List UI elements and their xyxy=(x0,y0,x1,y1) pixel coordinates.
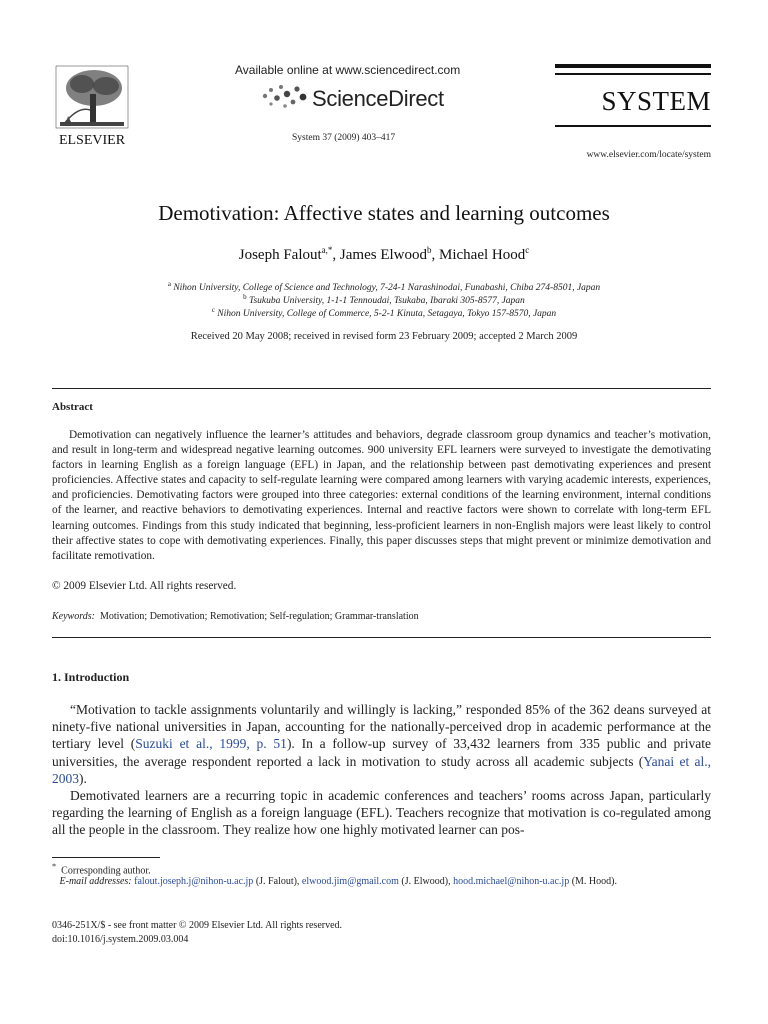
author-affiliation-mark[interactable]: c xyxy=(525,245,530,255)
author-affiliation-mark[interactable]: b xyxy=(427,245,432,255)
paper-title: Demotivation: Affective states and learning outcomes xyxy=(158,201,610,225)
affiliation: $^b$ Tsukuba University, 1-1-1 Tennoudai, Tsukaba, Ibaraki 305-8577, Japan xyxy=(243,293,525,307)
received-dates: Received 20 May 2008; received in revised form 23 February 2009; accepted 2 March 2009 xyxy=(190,331,578,342)
section-heading: 1. Introduction xyxy=(52,670,130,684)
footnote-emails: E-mail addresses: falout.joseph.j@nihon-u.ac.jp (J. Falout), elwood.jim@gmail.com (J. Elwood), hood.michael@nihon-u.ac.jp (M. Hood). xyxy=(59,876,617,887)
journal-reference: System 37 (2009) 403–417 xyxy=(292,133,396,143)
paragraph: Demotivated learners are a recurring topic in academic conferences and teachers’ rooms across Japan, particularly regarding the learning of English as a foreign language (EFL). Teachers recognize that motivation is co-regulated among all the people in the classroom. They realize how one highly motivated learner can pos- xyxy=(52,788,711,838)
issn-line: 0346-251X/$ - see front matter © 2009 Elsevier Ltd. All rights reserved. xyxy=(52,920,343,931)
journal-title: SYSTEM xyxy=(601,86,711,116)
keywords xyxy=(52,611,419,622)
available-online-text: Available online at www.sciencedirect.com xyxy=(235,63,461,77)
sciencedirect-dots-icon xyxy=(257,82,309,110)
keywords-label: Keywords: xyxy=(52,611,95,622)
publisher-name: ELSEVIER xyxy=(58,133,126,148)
introduction-text xyxy=(52,701,711,839)
footnote-corresponding: * Corresponding author. xyxy=(52,862,151,877)
divider xyxy=(52,388,711,389)
journal-rule xyxy=(555,64,711,68)
paragraph: “Motivation to tackle assignments voluntarily and willingly is lacking,” responded 85% of the 362 deans surveyed at ninety-five national universities in Japan, accounting for the nationally-perceived drop in academic performance at the tertiary level (Suzuki et al., 1999, p. 51). In a follow-up survey of 33,432 learners from 335 public and private universities, the average respondent reported a lack in motivation to study across all academic subjects (Yanai et al., 2003). xyxy=(52,702,711,786)
keywords-list: Motivation; Demotivation; Remotivation; Self-regulation; Grammar-translation xyxy=(99,611,419,622)
journal-rule xyxy=(555,73,711,75)
elsevier-logo xyxy=(52,64,132,148)
author-name: Joseph Falout xyxy=(238,247,322,263)
sciencedirect-logo-text: ScienceDirect xyxy=(312,86,444,111)
journal-rule xyxy=(555,125,711,127)
author-affiliation-mark[interactable]: a,* xyxy=(321,245,333,255)
author-name: Michael Hood xyxy=(439,247,526,263)
affiliation: $^a$ Nihon University, College of Science and Technology, 7-24-1 Narashinodai, Funabashi, Chiba 274-8501, Japan xyxy=(167,280,601,294)
citation-link[interactable]: Suzuki et al., 1999, p. 51 xyxy=(135,736,287,752)
author-list: Joseph Falout$^{a,*}$, James Elwood$^b$, Michael Hood$^c$ xyxy=(238,245,530,263)
affiliation: $^c$ Nihon University, College of Commerce, 5-2-1 Kinuta, Setagaya, Tokyo 157-8570, Japan xyxy=(211,306,557,320)
doi-link[interactable]: doi:10.1016/j.system.2009.03.004 xyxy=(52,934,189,945)
divider xyxy=(52,637,711,638)
citation-link[interactable]: Yanai et al., 2003 xyxy=(52,753,711,786)
abstract-heading: Abstract xyxy=(52,401,93,413)
abstract-text: Demotivation can negatively influence the learner’s attitudes and behaviors, degrade classroom group dynamics and teacher’s motivation, and result in long-term and widespread negative learning outcomes. 900 university EFL learners were surveyed to investigate the demotivating factors in learning English as a foreign language (EFL) in Japan, and the relationship between past demotivating experiences and present proficiencies. Affective states and capacity to self-regulate learning were compared among learners with varying academic interests, experiences, and proficiencies. Demotivating factors were grouped into three categories: external conditions of the learning environment, internal conditions of the learner, and reactive behaviors to demotivating experiences. Internal and reactive factors were shown to correlate with long-term EFL learning outcomes. Findings from this study indicated that beginning, less-proficient learners in non-English majors were least likely to control their affective states to cope with demotivating experiences. Finally, this paper discusses steps that might prevent or minimize demotivation and facilitate remotivation. xyxy=(52,429,711,562)
copyright-line: © 2009 Elsevier Ltd. All rights reserved. xyxy=(52,580,237,592)
email-link[interactable]: elwood.jim@gmail.com xyxy=(301,876,399,887)
author-name: James Elwood xyxy=(339,247,427,263)
journal-url[interactable]: www.elsevier.com/locate/system xyxy=(586,150,711,160)
email-link[interactable]: hood.michael@nihon-u.ac.jp xyxy=(453,876,570,887)
footnote-rule xyxy=(52,857,160,858)
email-link[interactable]: falout.joseph.j@nihon-u.ac.jp xyxy=(134,876,254,887)
